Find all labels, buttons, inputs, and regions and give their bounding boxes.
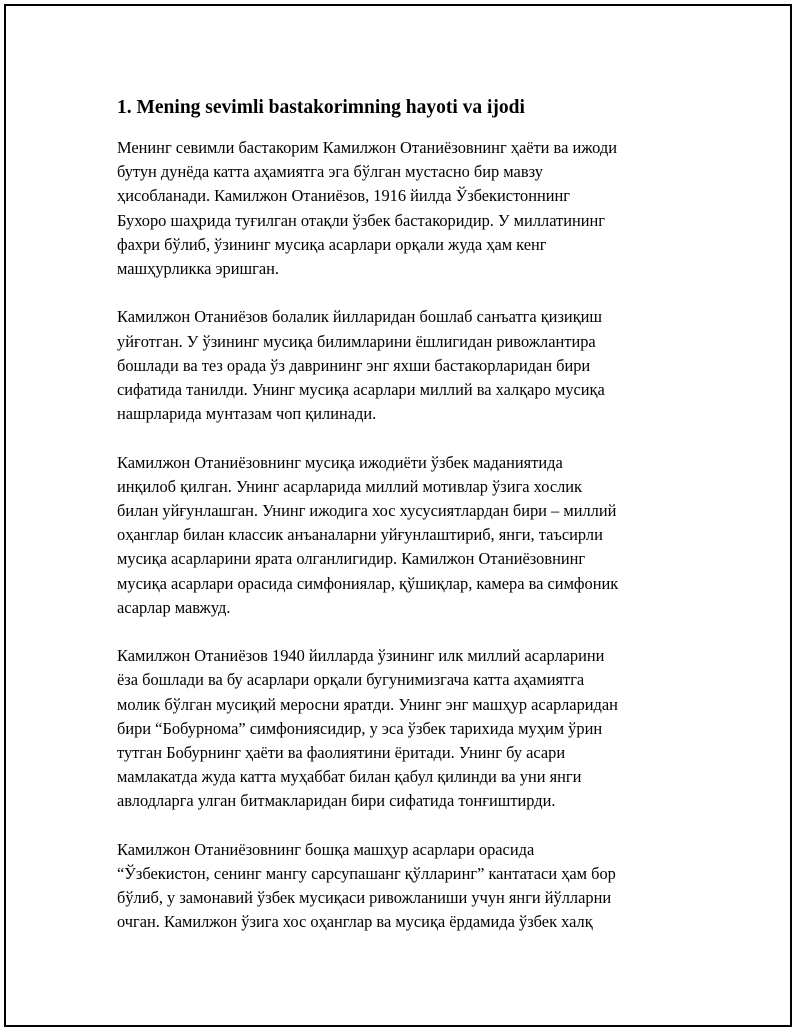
- document-body: [117, 96, 687, 959]
- text-line: молик бўлган мусиқий меросни яратди. Унинг энг машҳур асарларидан: [117, 694, 618, 714]
- text-line: бири “Бобурнома” симфониясидир, у эса ўзбек тарихида муҳим ўрин: [117, 718, 603, 738]
- text-line: асарлар мавжуд.: [117, 597, 231, 617]
- text-line: “Ўзбекистон, сенинг мангу сарсупашанг қўлларинг” кантатаси ҳам бор: [117, 864, 616, 884]
- text-line: тутган Бобурнинг ҳаёти ва фаолиятини ёритади. Унинг бу асари: [117, 743, 566, 763]
- text-line: Камилжон Отаниёзов болалик йилларидан бошлаб санъатга қизиқиш: [117, 307, 603, 327]
- paragraph: [117, 305, 687, 426]
- text-line: Камилжон Отаниёзов 1940 йилларда ўзининг илк миллий асарларини: [117, 646, 605, 666]
- text-line: машҳурликка эришган.: [117, 259, 280, 279]
- paragraph: [117, 451, 687, 620]
- text-line: мусиқа асарларини ярата олганлигидир. Камилжон Отаниёзовнинг: [117, 549, 586, 569]
- text-line: бўлиб, у замонавий ўзбек мусиқаси ривожланиши учун янги йўлларни: [117, 888, 612, 908]
- text-line: сифатида танилди. Унинг мусиқа асарлари миллий ва халқаро мусиқа: [117, 380, 605, 400]
- text-line: Бухоро шаҳрида туғилган отақли ўзбек бастакоридир. У миллатининг: [117, 210, 606, 230]
- text-line: Камилжон Отаниёзовнинг бошқа машҳур асарлари орасида: [117, 839, 535, 859]
- paragraph: [117, 838, 687, 935]
- paragraph: [117, 644, 687, 813]
- paragraph: [117, 136, 687, 281]
- text-line: ёза бошлади ва бу асарлари орқали бугунимизгача катта аҳамиятга: [117, 670, 585, 690]
- text-line: Менинг севимли бастакорим Камилжон Отаниёзовнинг ҳаёти ва ижоди: [117, 138, 617, 157]
- text-line: инқилоб қилган. Унинг асарларида миллий мотивлар ўзига хослик: [117, 476, 583, 496]
- text-line: ҳисобланади. Камилжон Отаниёзов, 1916 йилда Ўзбекистоннинг: [117, 186, 571, 206]
- text-line: билан уйғунлашган. Унинг ижодига хос хусусиятлардан бири – миллий: [117, 501, 617, 521]
- text-line: уйғотган. У ўзининг мусиқа билимларини ёшлигидан ривожлантира: [117, 331, 596, 351]
- text-line: очган. Камилжон ўзига хос оҳанглар ва мусиқа ёрдамида ўзбек халқ: [117, 912, 593, 932]
- text-line: Камилжон Отаниёзовнинг мусиқа ижодиёти ўзбек маданиятида: [117, 452, 563, 472]
- text-line: нашрларида мунтазам чоп қилинади.: [117, 404, 377, 424]
- text-line: мамлакатда жуда катта муҳаббат билан қабул қилинди ва уни янги: [117, 767, 582, 787]
- text-line: фахри бўлиб, ўзининг мусиқа асарлари орқали жуда ҳам кенг: [117, 234, 547, 254]
- text-line: мусиқа асарлари орасида симфониялар, қўшиқлар, камера ва симфоник: [117, 573, 619, 593]
- text-line: оҳанглар билан классик анъаналарни уйғунлаштириб, янги, таъсирли: [117, 525, 603, 545]
- text-line: бошлади ва тез орада ўз даврининг энг яхши бастакорларидан бири: [117, 355, 591, 375]
- section-heading: 1. Mening sevimli bastakorimning hayoti va ijodi: [117, 97, 525, 118]
- text-line: авлодларга улган битмакларидан бири сифатида тонғиштирди.: [117, 791, 556, 811]
- text-line: бутун дунёда катта аҳамиятга эга бўлган мустасно бир мавзу: [117, 162, 543, 182]
